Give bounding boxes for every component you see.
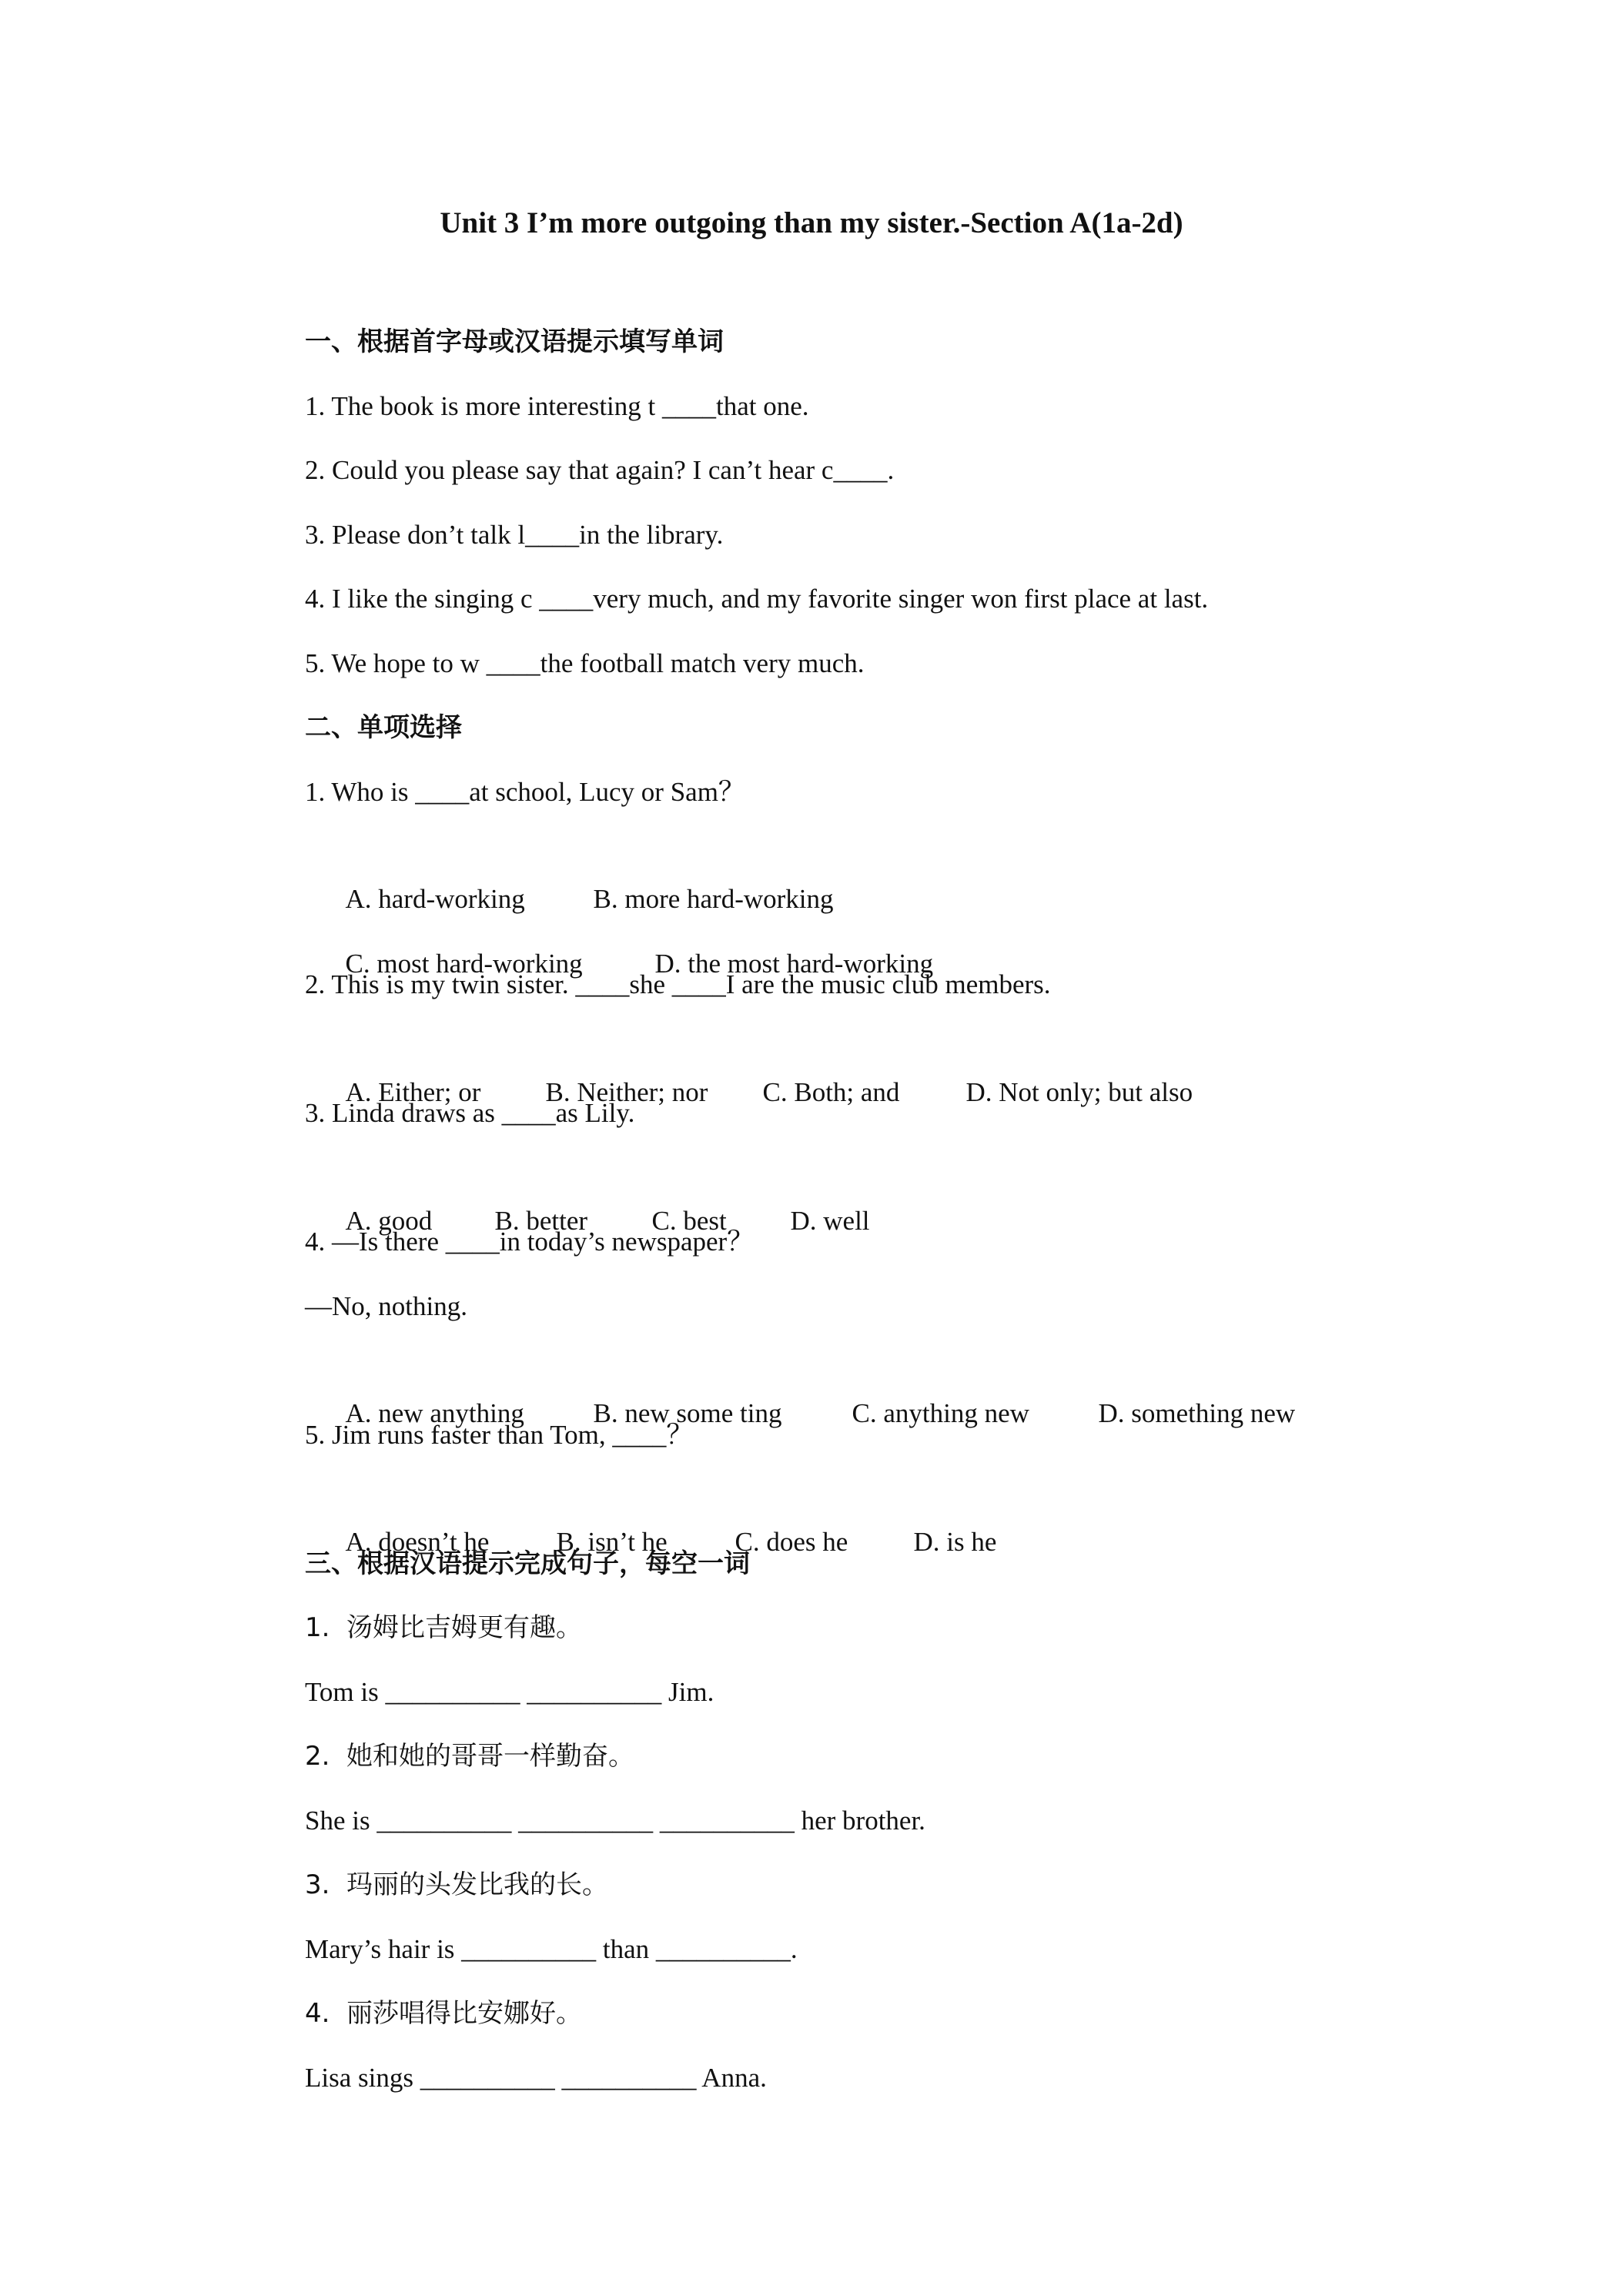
section3-item-3-chinese: 3. 玛丽的头发比我的长。	[305, 1869, 609, 1900]
q1-option-a: A. hard-working	[345, 884, 525, 914]
q4-option-d: D. something new	[1098, 1398, 1296, 1428]
q3-option-a: A. good	[345, 1205, 433, 1236]
q5-stem: 5. Jim runs faster than Tom, ____？	[305, 1419, 694, 1450]
q2-option-b: B. Neither; nor	[545, 1076, 708, 1107]
section3-item-1-chinese: 1. 汤姆比吉姆更有趣。	[305, 1612, 583, 1643]
section3-item-3-english: Mary’s hair is __________ than __________.	[305, 1933, 798, 1964]
q4-options	[305, 1349, 1583, 1428]
section3-item-1-english: Tom is __________ __________ Jim.	[305, 1676, 714, 1707]
q3-option-c: C. best	[651, 1205, 727, 1236]
page-title: Unit 3 I’m more outgoing than my sister.-Section A(1a-2d)	[440, 206, 1183, 239]
q4-option-a: A. new anything	[345, 1398, 524, 1428]
q5-options	[305, 1478, 1583, 1557]
q4-option-c: C. anything new	[852, 1398, 1029, 1428]
q3-option-d: D. well	[790, 1205, 870, 1236]
q1-option-d: D. the most hard-working	[654, 948, 934, 979]
section3-item-2-english: She is __________ __________ __________ her brother.	[305, 1805, 925, 1836]
section1-item-2: 2. Could you please say that again? I can’t hear c____.	[305, 455, 895, 485]
q2-options	[305, 1028, 1583, 1107]
section3-heading: 三、根据汉语提示完成句子，每空一词	[305, 1548, 750, 1579]
section3-item-4-chinese: 4. 丽莎唱得比安娜好。	[305, 1998, 583, 2029]
q5-option-c: C. does he	[735, 1527, 848, 1557]
q3-options	[305, 1156, 1583, 1236]
q2-option-d: D. Not only; but also	[965, 1076, 1193, 1107]
section1-item-5: 5. We hope to w ____the football match very much.	[305, 648, 865, 678]
q3-option-b: B. better	[494, 1205, 588, 1236]
q5-option-b: B. isn’t he	[556, 1527, 668, 1557]
q4-stem: 4. —Is there ____in today’s newspaper？	[305, 1227, 755, 1257]
q1-stem: 1. Who is ____at school, Lucy or Sam？	[305, 776, 745, 807]
q5-option-d: D. is he	[913, 1527, 997, 1557]
section3-item-2-chinese: 2. 她和她的哥哥一样勤奋。	[305, 1741, 635, 1772]
q4-option-b: B. new some ting	[593, 1398, 782, 1428]
q1-option-b: B. more hard-working	[593, 884, 834, 914]
worksheet-content	[305, 320, 1583, 2120]
q2-option-c: C. Both; and	[762, 1076, 900, 1107]
section1-item-3: 3. Please don’t talk l____in the library.	[305, 519, 724, 550]
q5-option-a: A. doesn’t he	[345, 1527, 490, 1557]
section2-heading: 二、单项选择	[305, 712, 462, 743]
section1-item-1: 1. The book is more interesting t ____that one.	[305, 390, 809, 421]
section1-heading: 一、根据首字母或汉语提示填写单词	[305, 326, 724, 357]
q2-stem: 2. This is my twin sister. ____she ____I are the music club members.	[305, 969, 1051, 999]
q3-stem: 3. Linda draws as ____as Lily.	[305, 1098, 635, 1128]
section3-item-4-english: Lisa sings __________ __________ Anna.	[305, 2062, 767, 2093]
q1-options-row1	[305, 835, 1583, 914]
section1-item-4: 4. I like the singing c ____very much, and my favorite singer won first place at last.	[305, 584, 1209, 614]
q2-option-a: A. Either; or	[345, 1076, 481, 1107]
q1-option-c: C. most hard-working	[345, 948, 583, 979]
q4-reply: —No, nothing.	[305, 1290, 467, 1321]
